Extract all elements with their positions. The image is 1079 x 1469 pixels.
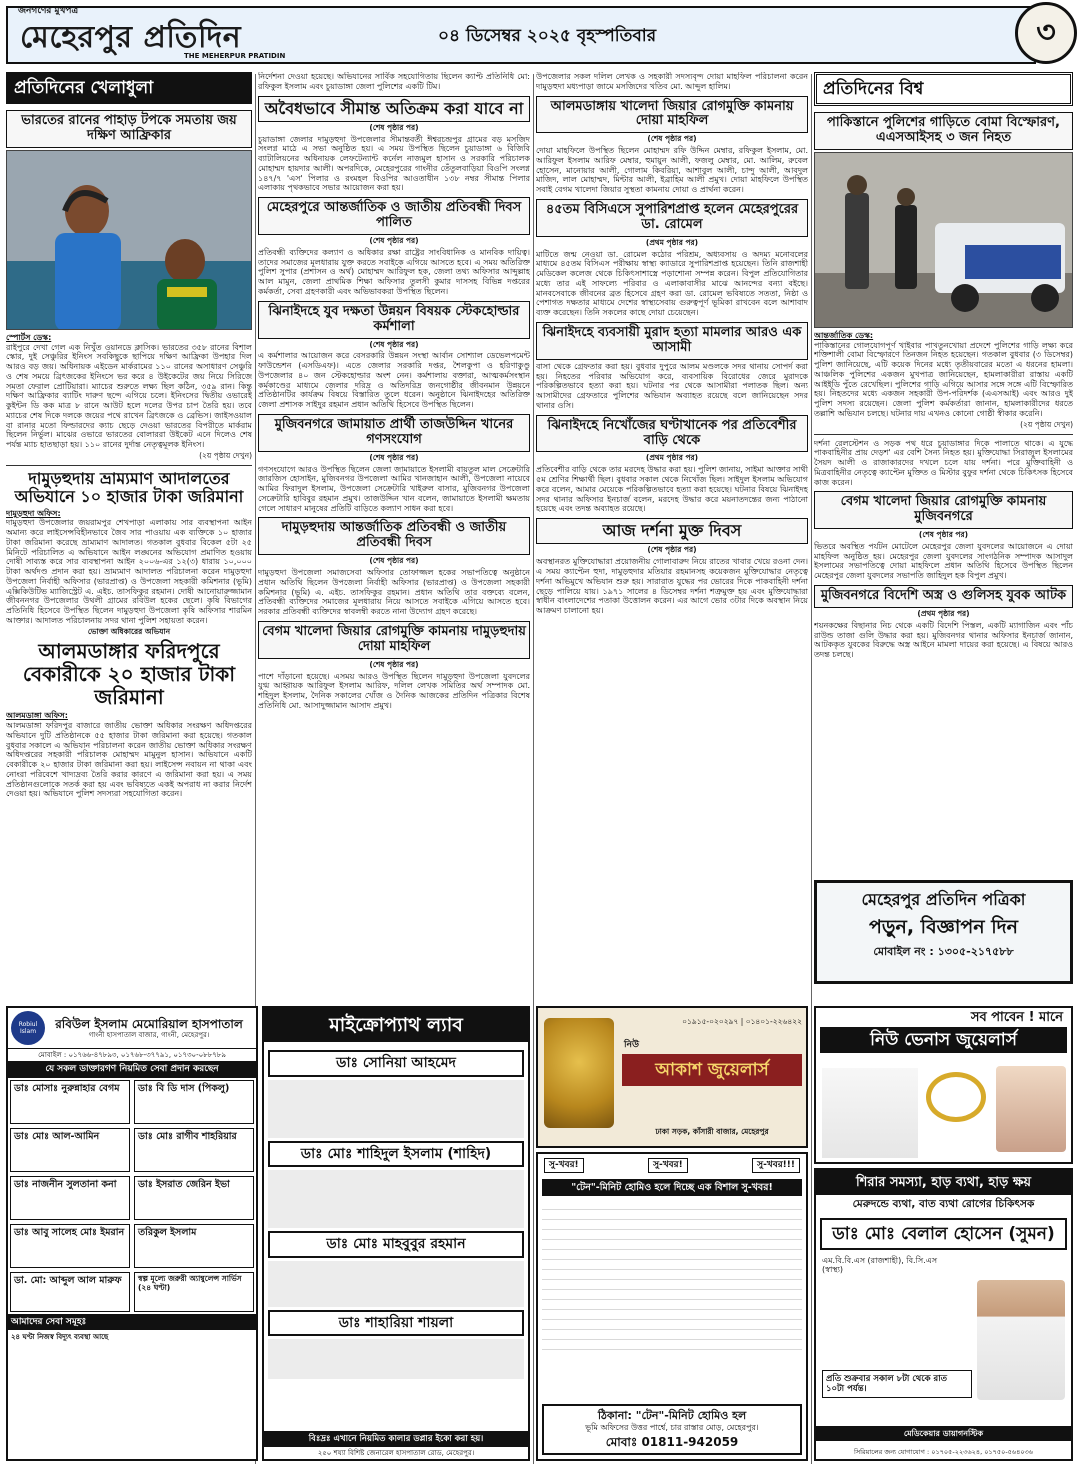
- border-body: চুয়াডাঙ্গা জেলার দামুড়হুদা উপজেলার সীমান্তবর্তী ঈশ্বরচন্দ্রপুর গ্রামের বড় মসজিদ সংলগ্ন মাঠে এ সভা অনুষ্ঠিত হয়। এ সময় উপস্থিত ছিলেন চুয়াডাঙ্গা ৬ বিজিবি ব্যাটালিয়নের অধিনায়ক লেফটেন্যান্ট কর্নেল নাজমুল হাসান ও সরকারি পরিচালক মোহাম্মদ হায়দার আলী। অপরদিকে, মেহেরপুরের গাংনীর তেঁতুলবাড়িয়া বিওপি সংলগ্ন ১৪৭/৭ 'এস' পিলার ও রংমহল বিওপির আওতাধীন ১৩৮ নম্বর সীমান্ত পিলার এলাকায় পৃথকভাবে সভার আয়োজন করা হয়।: [258, 134, 530, 193]
- prayer-damurhuda-headline: বেগম খালেদা জিয়ার রোগমুক্তি কামনায় দামুড়হুদায় দোয়া মাহফিল: [258, 621, 530, 659]
- divider: [6, 465, 252, 466]
- page-number: ৩: [1015, 2, 1077, 64]
- lab-name: মাইক্রোপ্যাথ ল্যাব: [264, 1008, 528, 1042]
- teen-headline: ঝিনাইদহে নিখোঁজের ঘণ্টাখানেক পর প্রতিবেশীর বাড়ি থেকে: [536, 415, 808, 453]
- masthead-name-en: THE MEHERPUR PRATIDIN: [184, 52, 286, 60]
- promo-line2: পড়ুন, বিজ্ঞাপন দিন: [869, 915, 1018, 938]
- lab-doctor: ডাঃ সোনিয়া আহমেদ: [268, 1050, 524, 1077]
- lab-info-block: [268, 1261, 524, 1307]
- sports-headline: ভারতের রানের পাহাড় টপকে সমতায় জয় দক্ষিণ আফ্রিকার: [6, 110, 252, 148]
- hospital-logo-icon: Robiul Islam: [11, 1011, 45, 1045]
- homeo-headline: "টেন"-মিনিট হোমিও হলে দিচ্ছে এক বিশাল সু-খবর!: [542, 1179, 802, 1196]
- teen-body: প্রতিবেশীর বাড়ি থেকে তার মরদেহ উদ্ধার করা হয়। পুলিশ জানায়, সাইমা আক্তার সাথী ৫ম শ্রেণির শিক্ষার্থী ছিল। বুধবার সকাল থেকে নিখোঁজ ছিল। সাইদুল ইসলাম অভিযোগ করে বলেন, আমার মেয়েকে পরিকল্পিতভাবে হত্যা করা হয়েছে। ঘটনার বিষয়ে ঝিনাইদহ সদর থানার অফিসার ইনচার্জ বলেন, মরদেহ উদ্ধার করে ময়নাতদন্তের জন্য পাঠানো হয়েছে এবং তদন্ত অব্যাহত রয়েছে।: [536, 465, 808, 514]
- masthead-tagline: জনগণের মুখপত্র: [18, 6, 79, 16]
- akash-address: ঢাকা সড়ক, কাঁসারী বাজার, মেহেরপুর: [655, 1127, 769, 1136]
- lab-doctor: ডাঃ শাহারিয়া শায়লা: [268, 1310, 524, 1337]
- damurhuda-day-headline: দামুড়হুদায় আন্তর্জাতিক প্রতিবন্ধী ও জাতীয় প্রতিবন্ধী দিবস: [258, 517, 530, 555]
- section-banner-world: প্রতিদিনের বিশ্ব: [814, 72, 1073, 106]
- hospital-phone: মোবাইল : ০১৭৬৬-৪৭৮৯৩, ০১৭৬৮-৩৭৭৯১, ০১৭৩০-০৮৮৭৮৯: [38, 1051, 226, 1059]
- lab-footer: বিঃদ্রঃ এখানে নিয়মিত কালার ডপ্লার ইকো করা হয়।: [264, 1431, 528, 1447]
- mobile-court-headline: দামুড়হুদায় ভ্রাম্যমাণ আদালতের অভিযানে ১০ হাজার টাকা জরিমানা: [14, 468, 244, 507]
- campaign-headline: মুজিবনগরে জামায়াত প্রার্থী তাজউদ্দিন খানের গণসংযোগ: [258, 414, 530, 452]
- mobile-court-body: দামুড়হুদা উপজেলার জয়রামপুর শেখপাড়া এলাকায় সার ব্যবস্থাপনা আইন অমান্য করে লাইসেন্সবিহীনভাবে জৈব সার পাওয়ায় এক ব্যক্তিকে ১০ হাজার টাকা জরিমানা করেছে ভ্রাম্যমাণ আদালত। গতকাল বুধবার বিকেল ৫টা ২৫ মিনিটে পরিচালিত এ অভিযানে আইন লঙ্ঘনের অভিযোগ প্রমাণিত হওয়ায় দোষী সাব্যস্ত করে সার ব্যবস্থাপনা আইন ২০০৬-এর ১২(৩) ধারায় ১০,০০০ টাকা অর্থদণ্ড প্রদান করা হয়। ভ্রাম্যমাণ আদালত পরিচালনা করেন দামুড়হুদা উপজেলা নির্বাহী অফিসার (ভারপ্রাপ্ত) ও উপজেলা সহকারী কমিশনার (ভূমি) এক্সিকিউটিভ ম্যাজিস্ট্রেট এ. এইচ. তাসফিকুর রহমান। দোষী আনোয়ারুজ্জামান জীবননগর উপজেলার উথলী গ্রামের রবিউল হকের ছেলে। কৃষি বিভাগের প্রতিনিধি হিসেবে উপস্থিত ছিলেন দামুড়হুদা উপজেলা কৃষি অফিসার শারমিন আক্তার। আদালত পরিচালনায় সদর থানা পুলিশ সহায়তা করেন।: [6, 518, 252, 625]
- doctor-item: ডাঃ ইসরাত জেরিন ইভা: [134, 1176, 254, 1220]
- doctor-photo: [977, 1280, 1065, 1400]
- clinic-tagline2: মেরুদন্ডে ব্যথা, বাত ব্যথা রোগের চিকিৎসক: [852, 1198, 1035, 1211]
- venus-jewellers-ad: [814, 1006, 1073, 1164]
- services-note: ২৪ ঘণ্টা নিজস্ব বিদ্যুৎ ব্যবস্থা আছে: [11, 1333, 109, 1342]
- damurhuda-day-sub: (শেষ পৃষ্ঠার পর): [369, 556, 419, 566]
- venus-name: নিউ ভেনাস জুয়েলার্স: [820, 1027, 1067, 1053]
- doctor-item: ডাঃ নাজনীন সুলতানা কনা: [10, 1176, 130, 1220]
- hospital-name: রবিউল ইসলাম মেমোরিয়াল হাসপাতাল: [55, 1016, 243, 1031]
- masthead: [6, 2, 1073, 68]
- police-photo: [814, 152, 1073, 328]
- sports-body: রাইপুরে দেখা গেল এক নিখুঁত ওয়ানডে ক্লাসিক। ভারতের ৩৫৮ রানের বিশাল স্কোর, দুই সেঞ্চুরির ইনিংস সবকিছুকে ছাপিয়ে দক্ষিণ আফ্রিকা উপহার দিল আরও বড় জয়। অধিনায়ক এইডেন মার্করামের ১১০ রানের অসাধারণ সেঞ্চুরি ও শেষ সময়ে ব্রিৎজকের ইনিংসে ভর করে ৪ উইকেটের জয় নিয়ে সিরিজে সমতা ফেরাল প্রোটিয়ারা। ম্যাচের শুরুতে লক্ষ্য ছিল কঠিন, ৩৫৯ রান। কিন্তু দক্ষিণ আফ্রিকার ব্যাটিং দারুণ ছন্দে এগিয়ে চলে। ইনিংসের দ্বিতীয় ওভারেই কুইন্টন ডি কক মাত্র ৮ রানে আউট হলে দলের উপর চাপ তৈরি হয়। তবে ম্যাচের শেষ দিকে দলকে জয়ের পথে রাখেন ব্রিৎজকে ও ব্রেভিস। জাইসওয়াল বা রানার মতো ফিল্ডারদের ক্যাচ ছেড়ে দেওয়া ভারতের বিপরীতে মার্করাম ছিলেন নির্ভুল। মাঝের ওভারে ভারতের বোলাররা উইকেট এনে দিলেও শেষ পর্যন্ত ম্যাচ হাতছাড়া হয়। ১১০ রানের দুর্দান্ত নেতৃত্বমূলক ইনিংস।: [6, 342, 252, 450]
- consumer-kicker: ভোক্তা অধিকারের অভিযান: [87, 626, 171, 636]
- masthead-box: [6, 6, 1036, 64]
- cricket-photo: [6, 150, 252, 330]
- hospital-banner: যে সকল ডাক্তারগণ নিয়মিত সেবা প্রদান করছেন: [8, 1061, 256, 1078]
- hospital-address: গাংনী হাসপাতাল বাজার, গাংনী, মেহেরপুর।: [88, 1030, 210, 1039]
- doctor-item: তরিকুল ইসলাম: [134, 1224, 254, 1268]
- consumer-headline: আলমডাঙ্গার ফরিদপুরে বেকারীকে ২০ হাজার টাকা জরিমানা: [22, 639, 236, 710]
- venus-info-block: [822, 1068, 918, 1158]
- clinic-doctor: ডাঃ মোঃ বেলাল হোসেন (সুমন): [820, 1218, 1067, 1250]
- section-banner-sports: প্রতিদিনের খেলাধুলা: [6, 72, 252, 104]
- pakistan-continued: (২য় পৃষ্ঠায় দেখুন): [1020, 419, 1073, 429]
- prayer-alamdanga-headline: আলমডাঙ্গায় খালেদা জিয়ার রোগমুক্তি কামনায় দোয়া মাহফিল: [536, 96, 808, 134]
- owner-photo: [996, 1066, 1066, 1152]
- youth-headline: ঝিনাইদহে যুব দক্ষতা উন্নয়ন বিষয়ক স্টেকহোল্ডার কর্মশালা: [258, 301, 530, 339]
- sports-continued: (২য় পৃষ্ঠায় দেখুন): [199, 450, 252, 460]
- hospital-ambulance-row: [8, 1270, 256, 1314]
- promo-mobile: মোবাইল নং : ১৩০৫-২১৭৫৮৮: [873, 945, 1014, 959]
- prayer-mujibnagar-sub: (শেষ পৃষ্ঠার পর): [918, 530, 969, 540]
- consumer-body: আলমডাঙ্গা ফরিদপুর বাজারে জাতীয় ভোক্তা অধিকার সংরক্ষণ অধিদপ্তরের অভিযানে দুটি প্রতিষ্ঠানকে ৫৫ হাজার টাকা জরিমানা করা হয়েছে। গতকাল বুধবার সকালে এ অভিযান পরিচালনা করেন জাতীয় ভোক্তা অধিকার সংরক্ষণ অধিদপ্তরের সহকারী পরিচালক মোহাম্মদ মামুনুল হাসান। অভিযানে একটি বেকারীকে ২০ হাজার টাকা জরিমানা করা হয়। লাইসেন্স নবায়ন না থাকা এবং নোংরা পরিবেশে খাদ্যদ্রব্য তৈরি করার কারণে এ জরিমানা করা হয়। এ সময় প্রতিষ্ঠানগুলোকে সতর্ক করা হয় এবং ভবিষ্যতে একই অপরাধ না করার নির্দেশ দেওয়া হয়। অভিযানে পুলিশ সদস্যরা সহযোগিতা করেন।: [6, 721, 252, 799]
- homeo-tag: সু-খবর!!!: [752, 1158, 800, 1173]
- homeo-tag: সু-খবর!: [648, 1158, 688, 1173]
- prayer-mujibnagar-body: ভিতরে অবস্থিত পর্যটন মোটেলে মেহেরপুর জেলা যুবদলের আয়োজনে এ দোয়া মাহফিল অনুষ্ঠিত হয়। মেহেরপুর জেলা যুবদলের সাংগঠনিক সম্পাদক আসাদুল ইসলামের সভাপতিত্বে দোয়া মাহফিলে প্রধান অতিথি হিসেবে উপস্থিত ছিলেন মেহেরপুর জেলা যুবদলের সভাপতি জাহিদুল হক বিপুল প্রমুখ।: [814, 541, 1073, 581]
- liberation-sub: (শেষ পৃষ্ঠার পর): [647, 545, 697, 555]
- homeo-phone: মোবাঃ 01811-942059: [605, 1434, 739, 1449]
- column-world: [814, 72, 1073, 842]
- lab-doctor: ডাঃ মোঃ মাহবুবুর রহমান: [268, 1231, 524, 1258]
- youth-sub: (শেষ পৃষ্ঠার পর): [369, 339, 419, 349]
- cricket-illustration: [7, 151, 252, 330]
- clinic-center: মেডিকেয়ার ডায়াগনস্টিক: [816, 1426, 1071, 1441]
- pakistan-article: [814, 331, 1073, 419]
- teen-sub: (প্রথম পৃষ্ঠার পর): [645, 453, 699, 463]
- lab-ad: [262, 1006, 530, 1461]
- doctor-sub: (প্রথম পৃষ্ঠার পর): [645, 237, 699, 247]
- border-headline: অবৈধভাবে সীমান্ত অতিক্রম করা যাবে না: [258, 96, 530, 122]
- homeo-tags: [538, 1154, 806, 1177]
- promo-box: [814, 880, 1073, 984]
- lab-info-block: [268, 1080, 524, 1138]
- pakistan-dateline: আন্তর্জাতিক ডেস্ক:: [814, 330, 874, 340]
- pakistan-headline: পাকিস্তানে পুলিশের গাড়িতে বোমা বিস্ফোরণ, এএসআইসহ ৩ জন নিহত: [814, 112, 1073, 150]
- hospital-header: [8, 1008, 256, 1049]
- top-body: উপজেলার সকল দলিল লেখক ও সহকারী সদস্যবৃন্দ দোয়া মাহফিল পরিচালনা করেন দামুড়হুদা মধ্যপাড়া জামে মসজিদের খতিব মো. আব্দুল হালিম।: [536, 72, 808, 91]
- hospital-doctor-grid: [8, 1078, 256, 1270]
- column-sports: [6, 72, 252, 842]
- campaign-body: গণসংযোগে আরও উপস্থিত ছিলেন জেলা জামায়াতে ইসলামী বায়তুল মাল সেক্রেটারি জারজিস হোসাইন, মুজিবনগর উপজেলা আমির খানজাহান আলী, উপজেলা নায়েবে আমির ফিরাদুল ইসলাম, উপজেলা সেক্রেটারি খাইরুল বাসার, মুজিবনগর উপজেলা সেক্রেটারি হাবিবুর রহমান প্রমুখ। তাজউদ্দিন খান বলেন, জামায়াতে ইসলামী ক্ষমতায় গেলে সাধারণ মানুষের প্রতিটি বাড়িতে কল্যাণ সাধন করা হবে।: [258, 464, 530, 513]
- services-title: আমাদের সেবা সমূহঃ: [8, 1314, 256, 1331]
- sports-article: [6, 333, 252, 450]
- youth-body: এ কর্মশালার আয়োজন করে বেসরকারি উন্নয়ন সংস্থা আর্বান সোশ্যাল ডেভেলপমেন্ট ফাউন্ডেশন (এসডিএফ)। এতে জেলার সরকারি দপ্তর, শৈলকুপা ও হরিণাকুণ্ডু উপজেলার ৪০ জন স্টেকহোল্ডার অংশ নেন। কর্মশালায় বক্তারা, আত্মকর্মসংস্থান কর্মকাণ্ডের মাধ্যমে জেলার দরিদ্র ও অতিদরিদ্র জনগোষ্ঠীর জীবনমান উন্নয়নে প্রতিষ্ঠানটির কার্যক্রম বিষয়ে বিস্তারিত তুলে ধরেন। অনুষ্ঠানে ঝিনাইদহের অতিরিক্ত জেলা প্রশাসক সাইদুর রহমান প্রধান অতিথি হিসেবে উপস্থিত ছিলেন।: [258, 351, 530, 410]
- prayer-damurhuda-sub: (শেষ পৃষ্ঠার পর): [369, 659, 419, 669]
- disability-body: প্রতিবন্ধী ব্যক্তিদের কল্যাণ ও অধিকার রক্ষা রাষ্ট্রের সাংবিধানিক ও মানবিক দায়িত্ব। তাদের সমাজের মূলধারায় যুক্ত করতে সবাইকে এগিয়ে আসতে হবে। এ সময় অতিরিক্ত পুলিশ সুপার (প্রশাসন ও অর্থ) মোহাম্মদ আরিফুল হক, জেলা তথ্য অফিসার আব্দুল্লাহ আল মামুন, জেলা প্রাথমিক শিক্ষা অফিসার তুলসী কুমার দাসসহ বিভিন্ন দপ্তরের কর্মকর্তা, সেবা গ্রহণকারী এবং অভিভাবকরা উপস্থিত ছিলেন।: [258, 247, 530, 296]
- homeo-text-block: [542, 1200, 802, 1350]
- clinic-ad: [814, 1168, 1073, 1461]
- promo-line1: মেহেরপুর প্রতিদিন পত্রিকা: [861, 890, 1026, 909]
- border-sub: (শেষ পৃষ্ঠার পর): [369, 122, 419, 132]
- arms-body: শয়নকক্ষের বিছানার নিচ থেকে একটি বিদেশি পিস্তল, একটি ম্যাগাজিন এবং পাঁচ রাউন্ড তাজা গুলি উদ্ধার করা হয়। মুজিবনগর থানার অফিসার ইনচার্জ জানান, আটককৃত যুবকের বিরুদ্ধে অস্ত্র আইনে মামলা দায়ের করা হয়েছে। এ বিষয়ে আরও তদন্ত চলছে।: [814, 620, 1073, 660]
- ambulance-service: স্বল্প মূল্যে জরুরী অ্যাম্বুলেন্স সার্ভিস (২৪ ঘণ্টা): [134, 1272, 254, 1312]
- liberation-headline: আজ দর্শনা মুক্ত দিবস: [536, 518, 808, 544]
- homeo-ad: [536, 1152, 808, 1461]
- ring-icon: [926, 1072, 986, 1122]
- mobile-court-dateline: দামুড়হুদা অফিস:: [6, 508, 61, 518]
- consumer-article: [6, 711, 252, 799]
- akash-jewellers-ad: [536, 1006, 808, 1148]
- akash-prefix: নিউ: [624, 1040, 639, 1050]
- prayer-mujibnagar-headline: বেগম খালেদা জিয়ার রোগমুক্তি কামনায় মুজিবনগরে: [814, 491, 1073, 529]
- lab-info-block: [268, 1170, 524, 1228]
- masthead-name: মেহেরপুর প্রতিদিন: [20, 20, 242, 55]
- lab-info-block: [268, 1339, 524, 1379]
- column-rule: [533, 74, 534, 1464]
- clinic-schedule: প্রতি শুক্রবার সকাল ৮টা থেকে রাত ১০টা পর্যন্ত।: [822, 1370, 972, 1398]
- liberation-cont-body: দর্শনা রেলস্টেশন ও সড়ক পথ ধরে চুয়াডাঙ্গার দিকে পালাতে থাকে। এ যুদ্ধে পাকবাহিনীর প্রায় দেড়শ' এর বেশি সৈন্য নিহত হয়। মুক্তিযোদ্ধা সিরাজুল ইসলামের সৈয়দ আলী ও রাজাকারদের দখলে চলে যায় দর্শনা। পরে মুক্তিবাহিনী ও মিত্রবাহিনীর নেতৃত্বে ক্যাপ্টেন মুক্তিত ও মিস্টার বুফুর দর্শনা থেকে চিকিৎসক হিসেবে কাজ করেন।: [814, 438, 1073, 487]
- sports-dateline: স্পোর্টস ডেস্ক:: [6, 332, 52, 342]
- column-local-news-1: [258, 72, 530, 842]
- arms-headline: মুজিবনগরে বিদেশি অস্ত্র ও গুলিসহ যুবক আটক: [814, 585, 1073, 608]
- lab-doctor: ডাঃ মোঃ শাহিদুল ইসলাম (শাহিদ): [268, 1141, 524, 1168]
- doctor-body: মাটিতে জন্ম নেওয়া ডা. রোমেল কঠোর পরিশ্রম, অধ্যবসায় ও অদম্য মনোবলের মাধ্যমে ৪৫তম বিসিএস পরীক্ষায় স্বাস্থ্য ক্যাডারে সুপারিশপ্রাপ্ত হয়েছেন। তিনি রাজশাহী মেডিকেল কলেজ থেকে চিকিৎসাশাস্ত্রে পড়াশোনা সম্পন্ন করেন। বিপুল প্রতিযোগিতার মধ্যে তার এই সাফল্যে পরিবার ও এলাকাবাসীর মাঝে আনন্দের বন্যা বইছে। মানবসেবাকে জীবনের ব্রত হিসেবে গ্রহণ করা ডা. রোমেল ভবিষ্যতে সততা, নিষ্ঠা ও পেশাগত দক্ষতার মাধ্যমে দেশের স্বাস্থ্যসেবায় গুরুত্বপূর্ণ ভূমিকা রাখবেন বলে আশাবাদ ব্যক্ত করেছেন। তিনি সকলের কাছে দোয়া চেয়েছেন।: [536, 249, 808, 318]
- clinic-degree: এম.বি.বি.এস (রাজশাহী), বি.সি.এস (স্বাস্থ্য): [822, 1255, 938, 1275]
- campaign-sub: (শেষ পৃষ্ঠার পর): [369, 452, 419, 462]
- doctor-item: ডাঃ বি ডি দাস (পিকলু): [134, 1080, 254, 1124]
- lab-address: ২৫০ শয্যা বিশিষ্ট জেনারেল হাসপাতাল রোড, মেহেরপুর।: [317, 1448, 475, 1457]
- damurhuda-day-body: দামুড়হুদা উপজেলা সমাজসেবা অফিসার তোফাজ্জল হকের সভাপতিত্বে অনুষ্ঠানে প্রধান অতিথি ছিলেন উপজেলা নির্বাহী অফিসার (ভারপ্রাপ্ত) ও উপজেলা সহকারী কমিশনার (ভূমি) এ. এইচ. তাসফিকুর রহমান। প্রধান অতিথি তার বক্তব্যে বলেন, প্রতিবন্ধী ব্যক্তিদের সমাজের মূলধারায় নিয়ে আসতে সবাইকে এগিয়ে আসতে হবে। সরকার প্রতিবন্ধী ব্যক্তিদের স্বাবলম্বী করতে নানা উদ্যোগ গ্রহণ করেছে।: [258, 568, 530, 617]
- arms-sub: (প্রথম পৃষ্ঠার পর): [917, 608, 970, 618]
- jewellery-image: [544, 1018, 614, 1128]
- liberation-body: অবস্থানরত মুক্তিযোদ্ধারা প্রয়োজনীয় গোলাবারুদ নিয়ে রাতের খাবার খেয়ে রওনা দেন। এ সময় ক্যাপ্টেন হুদা, দামুড়হুদার মতিয়ার রহমানসহ কয়েকজন মুক্তিযোদ্ধার নেতৃত্বে দর্শনা অভিমুখে অভিযান শুরু হয়। সারারাত যুদ্ধের পর ভোরের দিকে পাকবাহিনী দর্শনা ছেড়ে পালিয়ে যায়। ১৯৭১ সালের ৪ ডিসেম্বর দর্শনা শত্রুমুক্ত হয় এবং মুক্তিযোদ্ধারা স্বাধীন বাংলাদেশের পতাকা উত্তোলন করেন। এর আগে ভোর ৩টার দিকে অবস্থান নিয়ে আক্রমণ চালানো হয়।: [536, 557, 808, 616]
- disability-sub: (শেষ পৃষ্ঠার পর): [369, 236, 419, 246]
- homeo-address-box: [542, 1404, 802, 1455]
- akash-name: আকাশ জুয়েলার্স: [622, 1054, 802, 1086]
- top-body: নির্দেশনা দেওয়া হয়েছে। অভিযানের সার্বিক সহযোগিতায় ছিলেন ক্যাপ্ট প্রতিনিধি মো: রফিকুল ইসলাম এবং চুয়াডাঙ্গা জেলা পুলিশের একটি টিম।: [258, 72, 530, 91]
- doctor-item: ডা. মো: আব্দুল আল মারুফ: [10, 1272, 130, 1312]
- homeo-tag: সু-খবর!: [544, 1158, 584, 1173]
- doctor-headline: ৪৫তম বিসিএসে সুপারিশপ্রাপ্ত হলেন মেহেরপুরের ডা. রোমেল: [536, 199, 808, 237]
- hospital-ad: [6, 1006, 258, 1461]
- column-local-news-2: [536, 72, 808, 842]
- murder-body: বাসা থেকে গ্রেফতার করা হয়। বুধবার দুপুরে আলম মণ্ডলকে সদর থানায় সোপর্দ করা হয়। নিহতের পরিবার অভিযোগ করে, ব্যবসায়িক বিরোধের জেরে মুরাদকে পরিকল্পিতভাবে হত্যা করা হয়। ঘটনার পর থেকে আসামীরা পলাতক ছিল। অন্য আসামীদের গ্রেফতারে পুলিশের অভিযান অব্যাহত রয়েছে বলে জানিয়েছেন সদর থানার ওসি।: [536, 361, 808, 410]
- doctor-item: ডাঃ আবু সালেহ মোঃ ইমরান: [10, 1224, 130, 1268]
- homeo-address: ভূমি অফিসের উত্তর পার্শ্বে, চার রাস্তার মোড়, মেহেরপুর।: [585, 1423, 759, 1433]
- prayer-alamdanga-sub: (শেষ পৃষ্ঠার পর): [647, 134, 697, 144]
- doctor-item: ডাঃ মোসাঃ নুরুন্নাহার বেগম: [10, 1080, 130, 1124]
- prayer-damurhuda-body: পাশে দাঁড়ানো হয়েছে। এসময় আরও উপস্থিত ছিলেন দামুড়হুদা উপজেলা যুবদলের যুগ্ম আহ্বায়ক আরিফুল ইসলাম আরিফ, দলিল লেখক সমিতির অর্থ সম্পাদক মো. শহিদুল ইসলাম, দৈনিক সকালের খোঁজ ও দৈনিক আজকের প্রতিদিন পত্রিকার বিশেষ প্রতিনিধি মো. আসাদুজ্জামান আসাদ প্রমুখ।: [258, 671, 530, 710]
- prayer-alamdanga-body: দোয়া মাহফিলে উপস্থিত ছিলেন মোহাম্মদ রফি উদ্দিন মেম্বার, রফিকুল ইসলাম, মো. আরিফুল ইসলাম আরিফ মেম্বার, হুমায়ুন আলী, ফজলু মেম্বার, মো. আলিম, রুবেল হোসেন, মানোয়ার আলী, গোলাম কিবরিয়া, আশাবুল আলী, চান্দু আলী, আবদুল মাজিদ, লাল মোহাম্মদ, মিন্টার আলী, ইব্রাহিম আলী প্রমুখ। দোয়া মাহফিলে উপস্থিত সবাই বেগম খালেদা জিয়ার সুস্থতা কামনায় দোয়া ও প্রার্থনা করেন।: [536, 146, 808, 195]
- disability-headline: মেহেরপুরে আন্তর্জাতিক ও জাতীয় প্রতিবন্ধী দিবস পালিত: [258, 197, 530, 235]
- clinic-phone: সিরিয়ালের জন্য যোগাযোগ : ০১৭০৫-২২৩৬২৪, ০১৭৫০-৫৬৪০৩৬: [853, 1448, 1034, 1457]
- consumer-dateline: আলমডাঙ্গা অফিস:: [6, 711, 68, 721]
- divider: [814, 434, 1073, 435]
- murder-headline: ঝিনাইদহে ব্যবসায়ী মুরাদ হত্যা মামলার আরও এক আসামী: [536, 322, 808, 360]
- doctor-item: ডাঃ মোঃ আল-আমিন: [10, 1128, 130, 1172]
- issue-date: ০৪ ডিসেম্বর ২০২৫ বৃহস্পতিবার: [438, 26, 657, 46]
- akash-phones: ০১৯১৫-০২০২৯৭ | ০১৪০১-২২৬৪২২: [682, 1017, 802, 1026]
- homeo-address-title: ঠিকানা: "টেন"-মিনিট হোমিও হল: [597, 1409, 747, 1423]
- venus-tagline: সব পাবেন ! মানে: [970, 1010, 1063, 1025]
- doctor-item: ডাঃ মোঃ রাগীব শাহরিয়ার: [134, 1128, 254, 1172]
- mobile-court-article: [6, 509, 252, 626]
- pakistan-body: পাকিস্তানের গোলযোগপূর্ণ খাইবার পাখতুনখোয়া প্রদেশে পুলিশের গাড়ি লক্ষ্য করে শক্তিশালী বোমা বিস্ফোরণে তিনজন নিহত হয়েছেন। গতকাল বুধবার (৩ ডিসেম্বর) পুলিশ জানিয়েছে, এটি কয়েক দিনের মধ্যে তৃতীয়বারের মতো এ ধরনের হামলা। আঞ্চলিক পুলিশের একজন মুখপাত্র জানিয়েছেন, হামলাকারীরা রাস্তায় একটি আইইডি পুঁতে রেখেছিল। পুলিশের গাড়ি এগিয়ে আসার সঙ্গে সঙ্গে এটি বিস্ফোরিত হয়। নিহতদের মধ্যে একজন সহকারী উপ-পরিদর্শক (এএসআই) এবং আরও দুই পুলিশ সদস্য রয়েছেন। জেলা পুলিশ কর্মকর্তারা জানান, হামলাকারীদের ধরতে তল্লাশি অভিযান চলছে। ঘটনার দায় এখনও কোনো গোষ্ঠী স্বীকার করেনি।: [814, 340, 1073, 418]
- police-illustration: [815, 153, 1073, 328]
- clinic-tagline: শিরার সমস্যা, হাড় ব্যথা, হাড় ক্ষয়: [816, 1170, 1071, 1195]
- column-rule: [811, 74, 812, 1464]
